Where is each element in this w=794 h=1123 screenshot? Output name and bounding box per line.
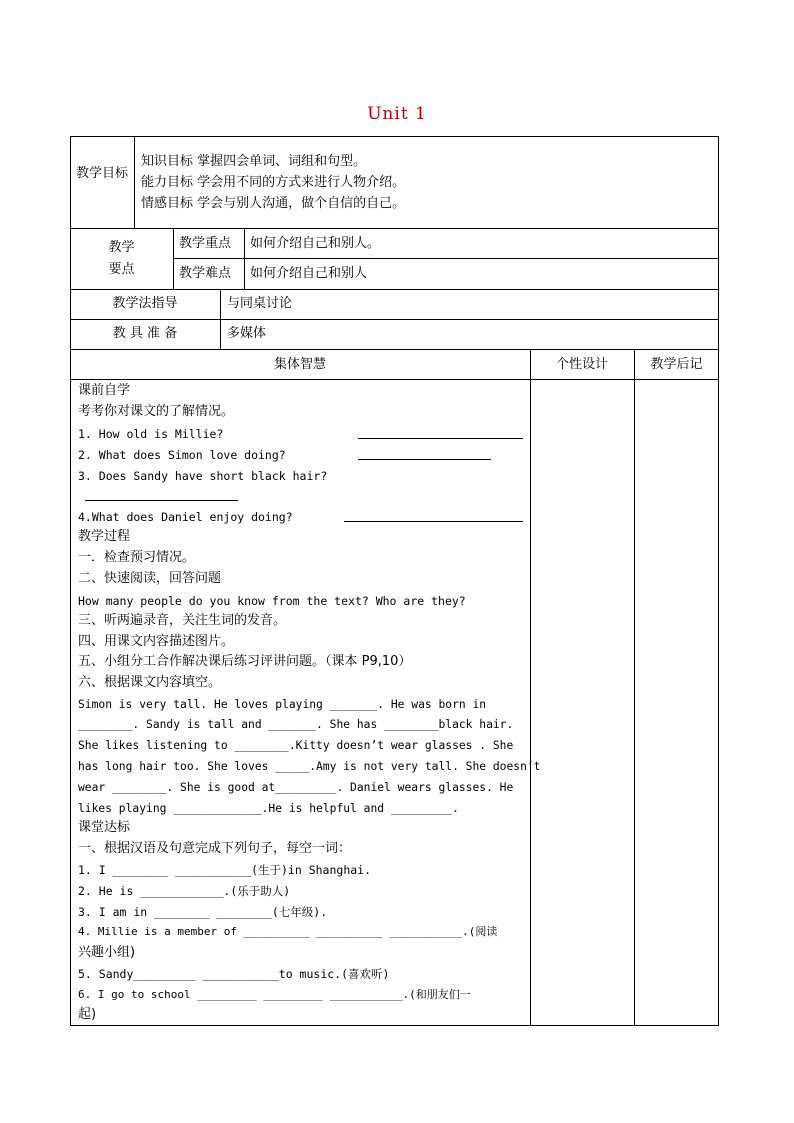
preview-intro: 考考你对课文的了解情况。	[78, 404, 235, 419]
col-divider	[220, 289, 221, 349]
exercise-3: 3. I am in ________ ________(七年级).	[78, 905, 328, 919]
answer-line	[85, 500, 238, 501]
difficulty-label: 教学难点	[179, 266, 232, 281]
exercise-6: 6. I go to school _________ _________ ___________.(和朋友们一	[78, 988, 471, 1001]
exercise-2: 2. He is ____________.(乐于助人)	[78, 884, 291, 898]
exercise-6-cont: 起)	[78, 1007, 97, 1022]
process-step-2: 二、快速阅读，回答问题	[78, 571, 222, 586]
difficulty-value: 如何介绍自己和别人	[250, 266, 368, 281]
class-intro: 一、根据汉语及句意完成下列句子，每空一词：	[78, 841, 352, 856]
fill-line-1: Simon is very tall. He loves playing _______. He was born in	[78, 698, 487, 711]
process-step-5: 五、小组分工合作解决课后练习评讲问题。（课本 P9,10）	[78, 654, 412, 669]
question-3: 3. Does Sandy have short black hair?	[78, 469, 328, 483]
exercise-4-cont: 兴趣小组)	[78, 945, 136, 960]
row-divider	[70, 319, 719, 320]
fill-line-5: wear ________. She is good at_________. Daniel wears glasses. He	[78, 781, 514, 794]
row-divider	[70, 379, 719, 380]
tools-value: 多媒体	[227, 326, 267, 341]
exercise-5: 5. Sandy_________ ___________to music.(喜欢听)	[78, 967, 390, 981]
process-step-1: 一．检查预习情况。	[78, 550, 196, 565]
answer-line	[344, 521, 523, 522]
answer-line	[358, 459, 491, 460]
col-divider	[530, 349, 531, 1026]
column-header-design: 个性设计	[555, 357, 608, 372]
fill-line-6: likes playing _____________.He is helpful and _________.	[78, 802, 459, 815]
class-title: 课堂达标	[78, 820, 131, 835]
objective-emotion: 情感目标 学会与别人沟通，做个自信的自己。	[141, 196, 406, 211]
fill-line-3: She likes listening to ________.Kitty doesn’t wear glasses . She	[78, 739, 514, 752]
preview-title: 课前自学	[78, 383, 131, 398]
objectives-label: 教学目标	[76, 166, 129, 181]
tools-label: 教 具 准 备	[112, 326, 178, 341]
answer-line	[358, 438, 523, 439]
keypoints-label-line1: 教学	[108, 240, 135, 255]
exercise-1: 1. I ________ ___________(生于)in Shanghai.	[78, 863, 372, 877]
process-step-3: 三、听两遍录音，关注生词的发音。	[78, 613, 287, 628]
question-4: 4.What does Daniel enjoy doing?	[78, 510, 293, 524]
question-2: 2. What does Simon love doing?	[78, 448, 286, 462]
row-divider	[173, 258, 719, 259]
col-divider	[244, 228, 245, 289]
objective-ability: 能力目标 学会用不同的方式来进行人物介绍。	[141, 175, 406, 190]
row-divider	[70, 349, 719, 350]
fill-line-2: ________. Sandy is tall and _______. She has ________black hair.	[78, 718, 514, 731]
col-divider	[173, 228, 174, 289]
column-header-notes: 教学后记	[650, 357, 703, 372]
fill-line-4: has long hair too. She loves _____.Amy is not very tall. She doesn’t	[78, 760, 541, 773]
row-divider	[70, 289, 719, 290]
column-header-main: 集体智慧	[273, 357, 326, 372]
process-step-6: 六、根据课文内容填空。	[78, 675, 222, 690]
process-title: 教学过程	[78, 529, 131, 544]
exercise-4: 4. Millie is a member of __________ __________ ___________.(阅读	[78, 925, 498, 938]
objective-knowledge: 知识目标 掌握四会单词、词组和句型。	[141, 154, 367, 169]
method-value: 与同桌讨论	[227, 296, 293, 311]
col-divider	[634, 349, 635, 1026]
question-1: 1. How old is Millie?	[78, 427, 224, 441]
focus-label: 教学重点	[179, 236, 232, 251]
row-divider	[70, 228, 719, 229]
process-step-2-question: How many people do you know from the text? Who are they?	[78, 594, 466, 608]
keypoints-label-line2: 要点	[108, 262, 135, 277]
method-label: 教学法指导	[112, 296, 178, 311]
page-title: Unit 1	[367, 104, 427, 124]
focus-value: 如何介绍自己和别人。	[250, 236, 381, 251]
process-step-4: 四、用课文内容描述图片。	[78, 634, 235, 649]
col-divider	[134, 136, 135, 228]
